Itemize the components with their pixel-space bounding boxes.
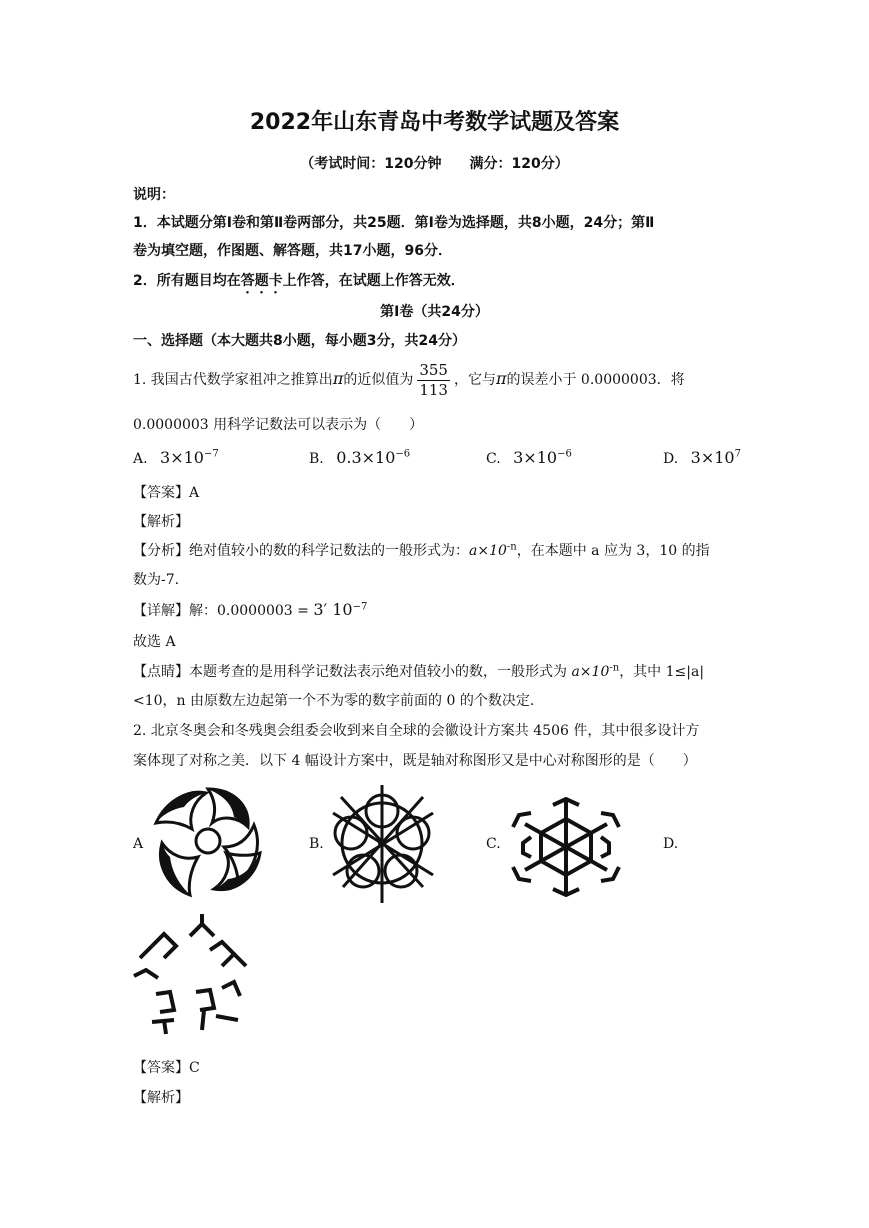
- q2-label-a: A: [133, 836, 144, 852]
- q1-choose: 故选 A: [133, 634, 176, 650]
- q1-line1-pre: 1. 我国古代数学家祖冲之推算出: [133, 372, 333, 388]
- q1-option-b: [309, 448, 410, 467]
- q2-label-c: C.: [486, 836, 501, 852]
- pinwheel-figure-icon: [130, 912, 250, 1042]
- instruction-1-line2: 卷为填空题，作图题、解答题，共17小题，96分．: [133, 243, 452, 259]
- section-heading: 一、选择题（本大题共8小题，每小题3分，共24分）: [133, 333, 466, 349]
- option-coef: 3×10: [513, 448, 558, 467]
- instruction-2-emphasis: 答题卡: [240, 273, 283, 289]
- fenxi-text: 【分析】绝对值较小的数的科学记数法的一般形式为：: [133, 543, 469, 559]
- instruction-2: [133, 270, 465, 297]
- fraction-numerator: 355: [419, 360, 448, 379]
- q1-answer: 【答案】A: [133, 485, 200, 501]
- option-value: [336, 448, 410, 467]
- option-coef: 3×10: [690, 448, 735, 467]
- dianjing-formula: a×10: [571, 664, 610, 680]
- q2-label-b: B.: [309, 836, 324, 852]
- q1-line1-mid: 的近似值为: [343, 372, 414, 388]
- option-value: [691, 448, 741, 467]
- option-value: [160, 448, 219, 467]
- q2-answer: 【答案】C: [133, 1060, 200, 1076]
- fenxi-formula: a×10: [469, 543, 507, 559]
- q2-line1: 2. 北京冬奥会和冬残奥会组委会收到来自全球的会徽设计方案共 4506 件，其中很多设计方: [133, 723, 700, 739]
- q1-xiangjie: [133, 600, 367, 620]
- q1-line1: [133, 358, 685, 401]
- q1-dianjing-line2: <10，n 由原数左边起第一个不为零的数字前面的 0 的个数决定.: [133, 693, 535, 709]
- option-coef: 3×10: [160, 448, 204, 467]
- fenxi-text-post: ，在本题中 a 应为 3，10 的指: [516, 543, 710, 559]
- xiangjie-math: 3′ 10: [313, 600, 353, 619]
- option-label: B.: [309, 451, 324, 467]
- option-exp: −7: [203, 448, 219, 460]
- instruction-2-pre: 2．所有题目均在: [133, 273, 241, 289]
- snowflake-figure-icon: [509, 797, 623, 897]
- fenxi-formula-exp: -n: [506, 541, 517, 553]
- page-title: 2022年山东青岛中考数学试题及答案: [249, 110, 620, 135]
- dianjing-exp: -n: [609, 662, 620, 674]
- option-exp: −6: [557, 448, 572, 460]
- q1-option-a: [133, 448, 219, 467]
- option-label: D.: [663, 451, 679, 467]
- q1-analysis-label: 【解析】: [133, 514, 189, 530]
- q1-fenxi-line1: [133, 540, 710, 560]
- q1-option-c: [486, 448, 572, 467]
- q2-line2: 案体现了对称之美．以下 4 幅设计方案中，既是轴对称图形又是中心对称图形的是（ ）: [133, 753, 697, 769]
- section-title: 第Ⅰ卷（共24分）: [380, 304, 489, 320]
- q1-fenxi-line2: 数为-7.: [133, 572, 180, 588]
- flower-figure-icon: [323, 783, 441, 905]
- option-label: A.: [133, 451, 148, 467]
- q1-line2: 0.0000003 用科学记数法可以表示为（ ）: [133, 417, 424, 433]
- instructions-heading: 说明：: [133, 187, 175, 203]
- dianjing-text: 【点睛】本题考查的是用科学记数法表示绝对值较小的数，一般形式为: [133, 664, 572, 680]
- option-exp: −6: [395, 448, 411, 460]
- q1-option-d: [663, 448, 741, 467]
- knot-figure-icon: [148, 783, 268, 901]
- pi-symbol: π: [332, 369, 344, 388]
- q1-line1-post: 的误差小于 0.0000003．将: [506, 372, 685, 388]
- q2-label-d: D.: [663, 836, 679, 852]
- q1-line1-mid2: ，它与: [453, 372, 496, 388]
- instruction-1-line1: 1．本试题分第Ⅰ卷和第Ⅱ卷两部分，共25题．第Ⅰ卷为选择题，共8小题，24分；第Ⅱ: [133, 215, 655, 231]
- fraction-denominator: 113: [419, 380, 448, 399]
- dianjing-text-post: ，其中 1≤|a|: [619, 664, 705, 680]
- exam-info: （考试时间：120分钟 满分：120分）: [300, 156, 569, 172]
- fraction-355-113: [417, 361, 450, 400]
- option-exp: 7: [734, 448, 741, 460]
- xiangjie-text: 【详解】解：0.0000003 =: [133, 603, 314, 619]
- option-label: C.: [486, 451, 501, 467]
- option-coef: 0.3×10: [336, 448, 396, 467]
- xiangjie-exp: −7: [352, 601, 368, 613]
- q2-analysis-label: 【解析】: [133, 1090, 189, 1106]
- pi-symbol-2: π: [495, 369, 507, 388]
- option-value: [513, 448, 572, 467]
- instruction-2-post: 上作答，在试题上作答无效．: [282, 273, 465, 289]
- q1-dianjing-line1: [133, 661, 704, 681]
